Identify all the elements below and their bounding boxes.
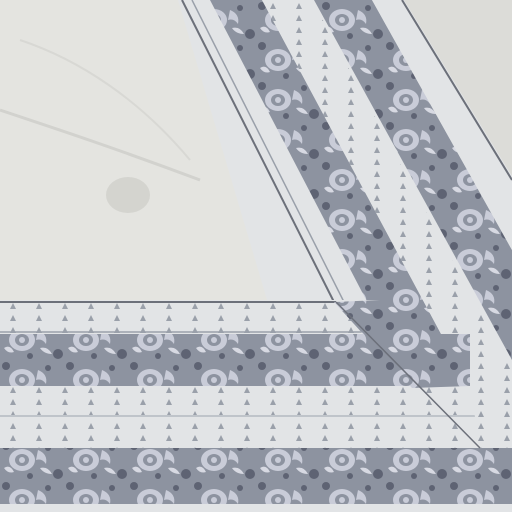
horizontal-white-band-bottom xyxy=(0,504,512,512)
horizontal-white-band-top xyxy=(0,300,380,334)
horizontal-paisley-band-lower xyxy=(0,448,512,504)
field-stain xyxy=(106,177,150,213)
